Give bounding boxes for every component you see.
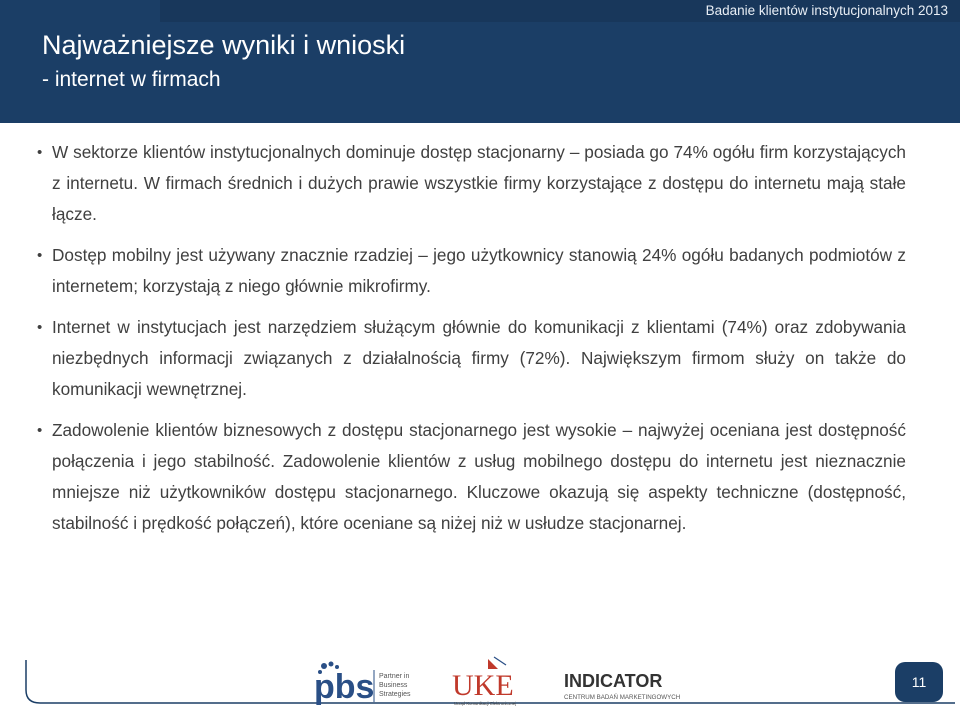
bullet-text: Internet w instytucjach jest narzędziem służącym głównie do komunikacji z klientami (74%) oraz zdobywania niezbędnych informacji związanych z działalnością firmy (72%). Największym firmom służy on także do komunikacji wewnętrznej. [52,317,906,399]
bullet-dot-icon: • [37,144,43,161]
uke-logo-text: UKE [452,669,514,702]
pbs-logo [312,658,437,706]
slide-title: Najważniejsze wyniki i wnioski [42,30,406,60]
page-number: 11 [911,674,927,690]
pbs-tagline-1: Partner in [379,673,410,680]
bullet-text: W sektorze klientów instytucjonalnych dominuje dostęp stacjonarny – posiada go 74% ogółu firm korzystających z internetu. W firmach średnich i dużych prawie wszystkie firmy korzystające z dostępu do internetu mają stałe łącze. [52,142,906,224]
slide-subtitle: - internet w firmach [42,68,221,91]
uke-logo [448,655,523,707]
pbs-logo-text: pbs [314,668,375,706]
bullet-dot-icon: • [37,319,43,336]
indicator-logo [562,667,682,703]
uke-caption: Urząd Komunikacji Elektronicznej [454,701,517,706]
bullet-text: Dostęp mobilny jest używany znacznie rzadziej – jego użytkownicy stanowią 24% ogółu badanych podmiotów z internetem; korzystają z niego głównie mikrofirmy. [52,245,906,296]
survey-label: Badanie klientów instytucjonalnych 2013 [705,3,948,18]
pbs-tagline-2: Business [379,682,408,689]
bullet-dot-icon: • [37,422,43,439]
indicator-caption: CENTRUM BADAŃ MARKETINGOWYCH [564,694,681,701]
indicator-logo-text: INDICATOR [564,671,663,691]
bullet-text: Zadowolenie klientów biznesowych z dostępu stacjonarnego jest wysokie – najwyżej oceniana jest dostępność połączenia i jego stabilność. Zadowolenie klientów z usług mobilnego dostępu do internetu jest nieznacznie mniejsze niż użytkowników dostępu stacjonarnego. Kluczowe okazują się aspekty techniczne (dostępność, stabilność i prędkość połączeń), które oceniane są niżej niż w usłudze stacjonarnej. [52,420,906,533]
pbs-tagline-3: Strategies [379,691,411,698]
bullet-dot-icon: • [37,247,43,264]
page-number-badge [895,662,943,702]
